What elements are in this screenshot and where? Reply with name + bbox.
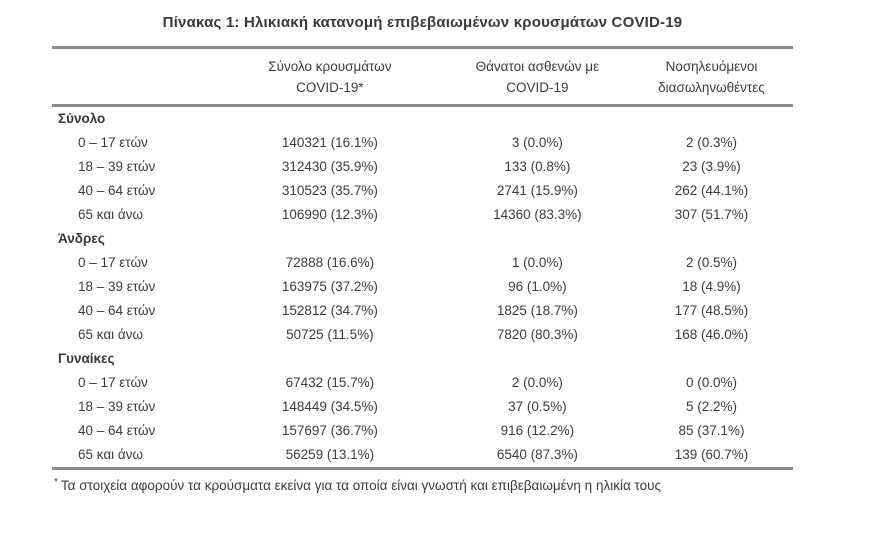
deaths-value: 14360 (83.3%) [493,207,582,222]
column-header-line: Σύνολο κρουσμάτων [268,59,392,74]
header-row [52,48,793,106]
section-name: Άνδρες [58,231,105,246]
table-row [52,299,793,323]
total-cases-value: 157697 (36.7%) [281,423,378,438]
age-group-label: 65 και άνω [78,327,144,342]
deaths-value: 37 (0.5%) [508,399,567,414]
age-group-label: 18 – 39 ετών [78,279,156,294]
section-name: Σύνολο [58,111,106,126]
total-cases-value: 56259 (13.1%) [285,447,375,462]
total-cases-value: 50725 (11.5%) [286,327,374,342]
age-group-label: 40 – 64 ετών [78,423,156,438]
intubated-value: 23 (3.9%) [682,159,741,174]
section-header-row [52,106,793,132]
table-row [52,419,793,443]
total-cases-value: 106990 (12.3%) [281,207,378,222]
intubated-value: 18 (4.9%) [682,279,741,294]
column-header-line: διασωληνωθέντες [658,80,765,95]
section-name: Γυναίκες [58,351,115,366]
total-cases-value: 148449 (34.5%) [281,399,378,414]
column-header-line: COVID-19* [296,80,364,95]
intubated-value: 0 (0.0%) [685,375,737,390]
table-row [52,443,793,469]
intubated-value: 139 (60.7%) [674,447,749,462]
deaths-value: 1 (0.0%) [511,255,563,270]
footnote-text: Τα στοιχεία αφορούν τα κρούσματα εκείνα για τα οποία είναι γνωστή και επιβεβαιωμένη η ηλικία τους [60,478,662,493]
covid-age-distribution-table [52,46,793,470]
table-row [52,323,793,347]
table-row [52,179,793,203]
deaths-value: 7820 (80.3%) [496,327,578,342]
total-cases-value: 163975 (37.2%) [281,279,378,294]
table-row [52,203,793,227]
deaths-value: 1825 (18.7%) [496,303,578,318]
table-block [52,0,793,493]
total-cases-value: 72888 (16.6%) [285,255,375,270]
intubated-value: 307 (51.7%) [674,207,749,222]
deaths-value: 96 (1.0%) [508,279,567,294]
table-row [52,251,793,275]
deaths-value: 916 (12.2%) [500,423,575,438]
intubated-value: 177 (48.5%) [674,303,749,318]
table-row [52,131,793,155]
age-group-label: 65 και άνω [78,207,144,222]
column-header-line: Θάνατοι ασθενών με [475,59,600,74]
table-title: Πίνακας 1: Ηλικιακή κατανομή επιβεβαιωμένων κρουσμάτων COVID-19 [162,14,683,31]
age-group-label: 18 – 39 ετών [78,159,156,174]
age-group-label: 18 – 39 ετών [78,399,156,414]
intubated-value: 262 (44.1%) [674,183,749,198]
table-row [52,371,793,395]
deaths-value: 2741 (15.9%) [496,183,578,198]
deaths-value: 133 (0.8%) [504,159,571,174]
age-group-label: 0 – 17 ετών [78,375,148,390]
intubated-value: 5 (2.2%) [685,399,737,414]
total-cases-value: 67432 (15.7%) [285,375,375,390]
intubated-value: 85 (37.1%) [678,423,745,438]
table-body [52,106,793,469]
table-row [52,275,793,299]
age-group-label: 40 – 64 ετών [78,183,156,198]
table-row [52,155,793,179]
total-cases-value: 310523 (35.7%) [281,183,378,198]
total-cases-value: 140321 (16.1%) [281,135,378,150]
intubated-value: 2 (0.5%) [685,255,737,270]
column-header-line: Νοσηλευόμενοι [665,59,758,74]
section-header-row [52,347,793,371]
deaths-value: 6540 (87.3%) [496,447,578,462]
column-header-total-cases [215,48,445,106]
table-row [52,395,793,419]
column-header-intubated [630,48,793,106]
column-header-deaths [445,48,630,106]
deaths-value: 2 (0.0%) [511,375,563,390]
age-group-label: 0 – 17 ετών [78,135,148,150]
section-header-row [52,227,793,251]
deaths-value: 3 (0.0%) [511,135,563,150]
age-group-label: 0 – 17 ετών [78,255,148,270]
age-group-label: 65 και άνω [78,447,144,462]
intubated-value: 168 (46.0%) [674,327,749,342]
column-header-empty [52,48,215,106]
total-cases-value: 152812 (34.7%) [281,303,378,318]
footnote [52,478,793,493]
column-header-line: COVID-19 [506,80,569,95]
table-header [52,48,793,106]
age-group-label: 40 – 64 ετών [78,303,156,318]
intubated-value: 2 (0.3%) [685,135,737,150]
total-cases-value: 312430 (35.9%) [281,159,378,174]
footnote-asterisk-marker: * [54,476,58,488]
